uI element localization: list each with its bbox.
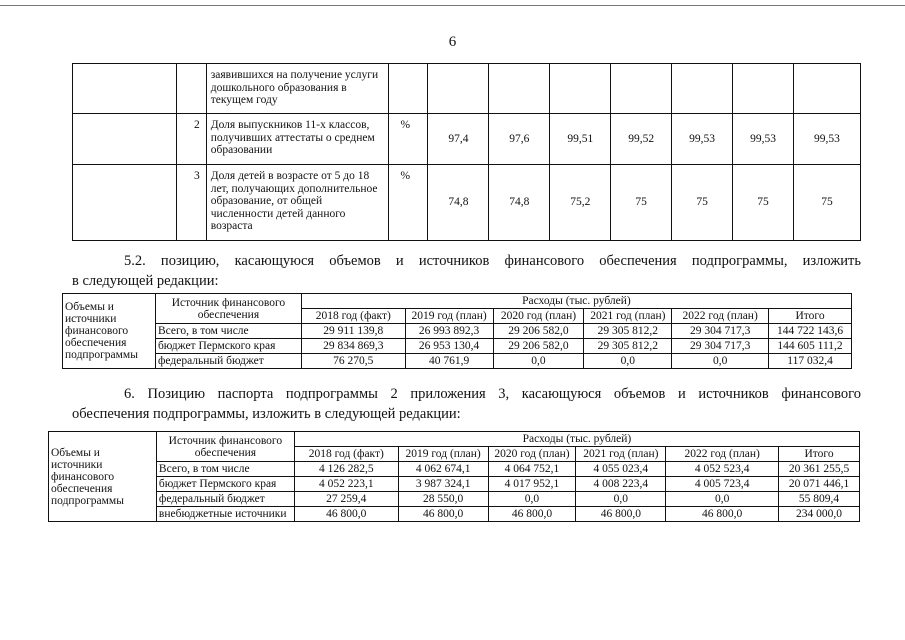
paragraph-5-2 — [72, 251, 861, 291]
value-cell: 75,2 — [550, 165, 611, 241]
value-cell: 29 305 812,2 — [584, 324, 672, 339]
year-header: 2020 год (план) — [493, 309, 584, 324]
value-cell: 74,8 — [489, 165, 550, 241]
value-cell: 46 800,0 — [576, 507, 666, 522]
value-cell: 46 800,0 — [488, 507, 576, 522]
value-cell: 4 005 723,4 — [666, 477, 779, 492]
source-name: бюджет Пермского края — [156, 477, 294, 492]
value-cell: 26 993 892,3 — [405, 324, 493, 339]
value-cell: 234 000,0 — [779, 507, 860, 522]
value-cell: 75 — [793, 165, 860, 241]
source-name: внебюджетные источники — [156, 507, 294, 522]
value-cell: 75 — [611, 165, 672, 241]
value-cell — [672, 64, 733, 114]
year-header: 2019 год (план) — [398, 447, 488, 462]
year-header: 2021 год (план) — [576, 447, 666, 462]
value-cell: 29 911 139,8 — [301, 324, 405, 339]
financing-table-5-2 — [62, 293, 852, 369]
header-row — [49, 432, 860, 447]
value-cell: 4 126 282,5 — [294, 462, 398, 477]
value-cell: 99,53 — [793, 114, 860, 165]
value-cell: 40 761,9 — [405, 354, 493, 369]
value-cell: 29 304 717,3 — [672, 339, 769, 354]
paragraph-line: обеспечения подпрограммы, изложить в следующей редакции: — [72, 406, 461, 422]
value-cell: 46 800,0 — [666, 507, 779, 522]
value-cell: 55 809,4 — [779, 492, 860, 507]
value-cell: 4 008 223,4 — [576, 477, 666, 492]
value-cell: 4 062 674,1 — [398, 462, 488, 477]
table-row — [49, 462, 860, 477]
value-cell: 46 800,0 — [294, 507, 398, 522]
table-row — [63, 324, 852, 339]
header-row — [63, 294, 852, 309]
value-cell: 0,0 — [576, 492, 666, 507]
value-cell — [428, 64, 489, 114]
value-cell: 99,53 — [672, 114, 733, 165]
indicator-unit: % — [388, 165, 428, 241]
year-header: 2022 год (план) — [666, 447, 779, 462]
value-cell: 29 834 869,3 — [301, 339, 405, 354]
value-cell: 4 055 023,4 — [576, 462, 666, 477]
source-header: Источник финансового обеспечения — [156, 432, 294, 462]
value-cell: 97,4 — [428, 114, 489, 165]
table-row — [49, 492, 860, 507]
source-name: федеральный бюджет — [156, 492, 294, 507]
year-header: 2020 год (план) — [488, 447, 576, 462]
table-row — [73, 64, 861, 114]
expenses-header: Расходы (тыс. рублей) — [294, 432, 859, 447]
value-cell — [733, 64, 794, 114]
value-cell: 144 605 111,2 — [769, 339, 852, 354]
paragraph-line: 5.2. позицию, касающуюся объемов и источников финансового обеспечения подпрограммы, изложить — [124, 253, 861, 269]
value-cell: 29 206 582,0 — [493, 339, 584, 354]
paragraph-line: 6. Позицию паспорта подпрограммы 2 приложения 3, касающуюся объемов и источников финансового — [124, 386, 861, 402]
value-cell: 29 304 717,3 — [672, 324, 769, 339]
blank-cell — [73, 64, 177, 114]
year-header: 2022 год (план) — [672, 309, 769, 324]
table-row — [49, 477, 860, 492]
value-cell: 0,0 — [493, 354, 584, 369]
year-header: 2018 год (факт) — [301, 309, 405, 324]
value-cell: 75 — [672, 165, 733, 241]
value-cell: 29 305 812,2 — [584, 339, 672, 354]
source-name: бюджет Пермского края — [155, 339, 301, 354]
value-cell: 4 064 752,1 — [488, 462, 576, 477]
value-cell: 46 800,0 — [398, 507, 488, 522]
value-cell: 0,0 — [672, 354, 769, 369]
value-cell — [489, 64, 550, 114]
row-index: 2 — [176, 114, 206, 165]
total-header: Итого — [779, 447, 860, 462]
value-cell: 117 032,4 — [769, 354, 852, 369]
value-cell: 97,6 — [489, 114, 550, 165]
value-cell: 20 071 446,1 — [779, 477, 860, 492]
value-cell: 99,51 — [550, 114, 611, 165]
row-index: 3 — [176, 165, 206, 241]
value-cell — [793, 64, 860, 114]
source-header: Источник финансового обеспечения — [155, 294, 301, 324]
table-row — [73, 114, 861, 165]
value-cell — [550, 64, 611, 114]
indicator-name: Доля детей в возрасте от 5 до 18 лет, получающих дополнительное образование, от общей численности детей данного возраста — [206, 165, 388, 241]
value-cell: 99,53 — [733, 114, 794, 165]
value-cell: 76 270,5 — [301, 354, 405, 369]
value-cell: 4 052 523,4 — [666, 462, 779, 477]
table-row — [73, 165, 861, 241]
table-row — [49, 507, 860, 522]
value-cell: 75 — [733, 165, 794, 241]
expenses-header: Расходы (тыс. рублей) — [301, 294, 851, 309]
value-cell: 29 206 582,0 — [493, 324, 584, 339]
value-cell: 3 987 324,1 — [398, 477, 488, 492]
value-cell: 26 953 130,4 — [405, 339, 493, 354]
financing-table-6 — [48, 431, 860, 522]
source-name: федеральный бюджет — [155, 354, 301, 369]
value-cell: 28 550,0 — [398, 492, 488, 507]
row-index — [176, 64, 206, 114]
source-name: Всего, в том числе — [155, 324, 301, 339]
value-cell: 4 052 223,1 — [294, 477, 398, 492]
value-cell: 4 017 952,1 — [488, 477, 576, 492]
source-name: Всего, в том числе — [156, 462, 294, 477]
total-header: Итого — [769, 309, 852, 324]
indicator-unit — [388, 64, 428, 114]
value-cell: 0,0 — [666, 492, 779, 507]
page-number: 6 — [448, 34, 457, 50]
table-row — [63, 339, 852, 354]
top-border-line — [0, 5, 905, 6]
value-cell: 144 722 143,6 — [769, 324, 852, 339]
section-label: Объемы и источники финансового обеспечения подпрограммы — [49, 432, 157, 522]
table-row — [63, 354, 852, 369]
value-cell: 74,8 — [428, 165, 489, 241]
value-cell — [611, 64, 672, 114]
blank-cell — [73, 165, 177, 241]
indicator-unit: % — [388, 114, 428, 165]
value-cell: 0,0 — [488, 492, 576, 507]
indicator-name: заявившихся на получение услуги дошкольного образования в текущем году — [206, 64, 388, 114]
year-header: 2021 год (план) — [584, 309, 672, 324]
blank-cell — [73, 114, 177, 165]
year-header: 2018 год (факт) — [294, 447, 398, 462]
section-label: Объемы и источники финансового обеспечения подпрограммы — [63, 294, 156, 369]
value-cell: 0,0 — [584, 354, 672, 369]
value-cell: 27 259,4 — [294, 492, 398, 507]
indicators-table — [72, 63, 861, 241]
paragraph-6 — [72, 384, 861, 424]
value-cell: 20 361 255,5 — [779, 462, 860, 477]
year-header: 2019 год (план) — [405, 309, 493, 324]
indicator-name: Доля выпускников 11-х классов, получивших аттестаты о среднем образовании — [206, 114, 388, 165]
paragraph-line: в следующей редакции: — [72, 273, 219, 289]
value-cell: 99,52 — [611, 114, 672, 165]
